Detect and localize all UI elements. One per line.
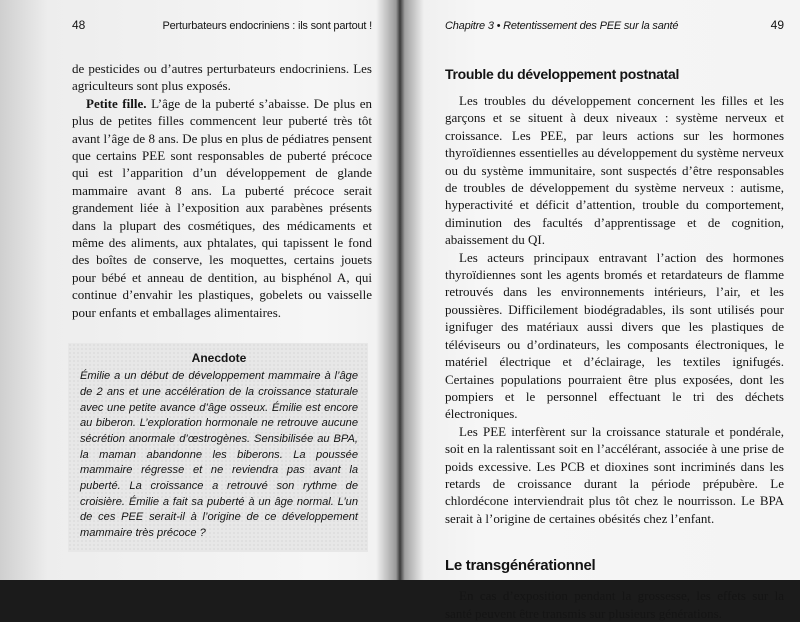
left-body — [72, 60, 372, 321]
section-heading-transgenerationnel: Le transgénérationnel — [445, 557, 596, 575]
right-running-title: Chapitre 3 • Retentissement des PEE sur la santé — [445, 20, 679, 32]
left-paragraph-1: de pesticides ou d’autres perturbateurs endocriniens. Les agriculteurs sont plus exposés. — [72, 61, 372, 94]
lead-in-petite-fille: Petite fille. — [86, 95, 147, 111]
left-page — [0, 0, 398, 580]
anecdote-title: Anecdote — [191, 351, 247, 366]
left-running-head — [72, 18, 372, 38]
right-running-head — [445, 18, 784, 38]
left-running-title: Perturbateurs endocriniens : ils sont partout ! — [162, 20, 372, 32]
left-page-number: 48 — [72, 18, 86, 32]
anecdote-box — [68, 343, 368, 552]
right-page-number: 49 — [770, 18, 784, 32]
right-paragraph-1: Les troubles du développement concernent les filles et les garçons et se situent à deux niveaux : système nerveux et croissance. Les PEE, par leurs actions sur les hormones thyroïdiennes essentielles au développement du système nerveux ou du système immunitaire, sont suspectés d’être responsables de troubles de développement du système nerveux : autisme, hyperactivité et déficit d’attention, trouble du comportement, diminution des facultés d’apprentissage et de cognition, abaissement du QI. — [445, 93, 784, 248]
section-heading-postnatal: Trouble du développement postnatal — [445, 66, 680, 82]
right-page — [402, 0, 800, 621]
anecdote-text: Émilie a un début de développement mammaire à l’âge de 2 ans et une accélération de la croissance staturale avec une petite avance d’âge osseux. Émilie est encore au biberon. L’exploration hormonale ne retrouve aucune sécrétion anormale d’œstrogènes. Sensibilisée au BPA, la maman abandonne les biberons. La poussée mammaire régresse et ne reviendra pas avant la puberté. La croissance a retrouvé son rythme de croisière. Émilie a fait sa puberté à un âge normal. L’un de ces PEE serait-il à l’origine de ce développement mammaire très précoce ? — [80, 370, 358, 540]
right-paragraph-4: En cas d’exposition pendant la grossesse, les effets sur la santé peuvent être transmis sur plusieurs générations. — [445, 588, 784, 621]
left-paragraph-2 — [72, 95, 372, 321]
right-paragraph-2: Les acteurs principaux entravant l’action des hormones thyroïdiennes sont les agents bromés et retardateurs de flamme retrouvés dans les environnements intérieurs, l’air, et les poussières. Difficilement biodégradables, ils sont utilisés pour ignifuger des matériaux aussi divers que les plastiques de téléviseurs ou d’ordinateurs, les composants électroniques, le matériel électrique et d’éclairage, les textiles ignifugés. Certaines populations pourraient être plus exposées, dont les pompiers et le personnel effectuant le tri des déchets électroniques. — [445, 249, 784, 422]
right-paragraph-3: Les PEE interfèrent sur la croissance staturale et pondérale, soit en la ralentissant soit en l’accélérant, associée à une prise de poids excessive. Les PCB et dioxines sont incriminés dans les retards de croissance durant la période prépubère. Le chlordécone interviendrait plus tôt chez le nourrisson. Le BPA serait à l’origine de certaines obésités chez l’enfant. — [445, 423, 784, 526]
left-paragraph-2-text: L’âge de la puberté s’abaisse. De plus en plus de petites filles commencent leur puberté très tôt avant l’âge de 8 ans. De plus en plus de pédiatres pensent que certains PEE sont responsables de puberté précoce qui est l’apparition d’un développement de glande mammaire avant 8 ans. La puberté précoce serait grandement liée à l’exposition aux parabènes présents dans la plupart des cosmétiques, des médicaments et même des aliments, aux phtalates, qui tapissent le fond des boîtes de conserve, les moquettes, certains jouets pour bébé et anneau de dentition, au bisphénol A, qui continue d’envahir les plastiques, gobelets ou vaisselle pour enfants et emballages alimentaires. — [72, 95, 373, 320]
